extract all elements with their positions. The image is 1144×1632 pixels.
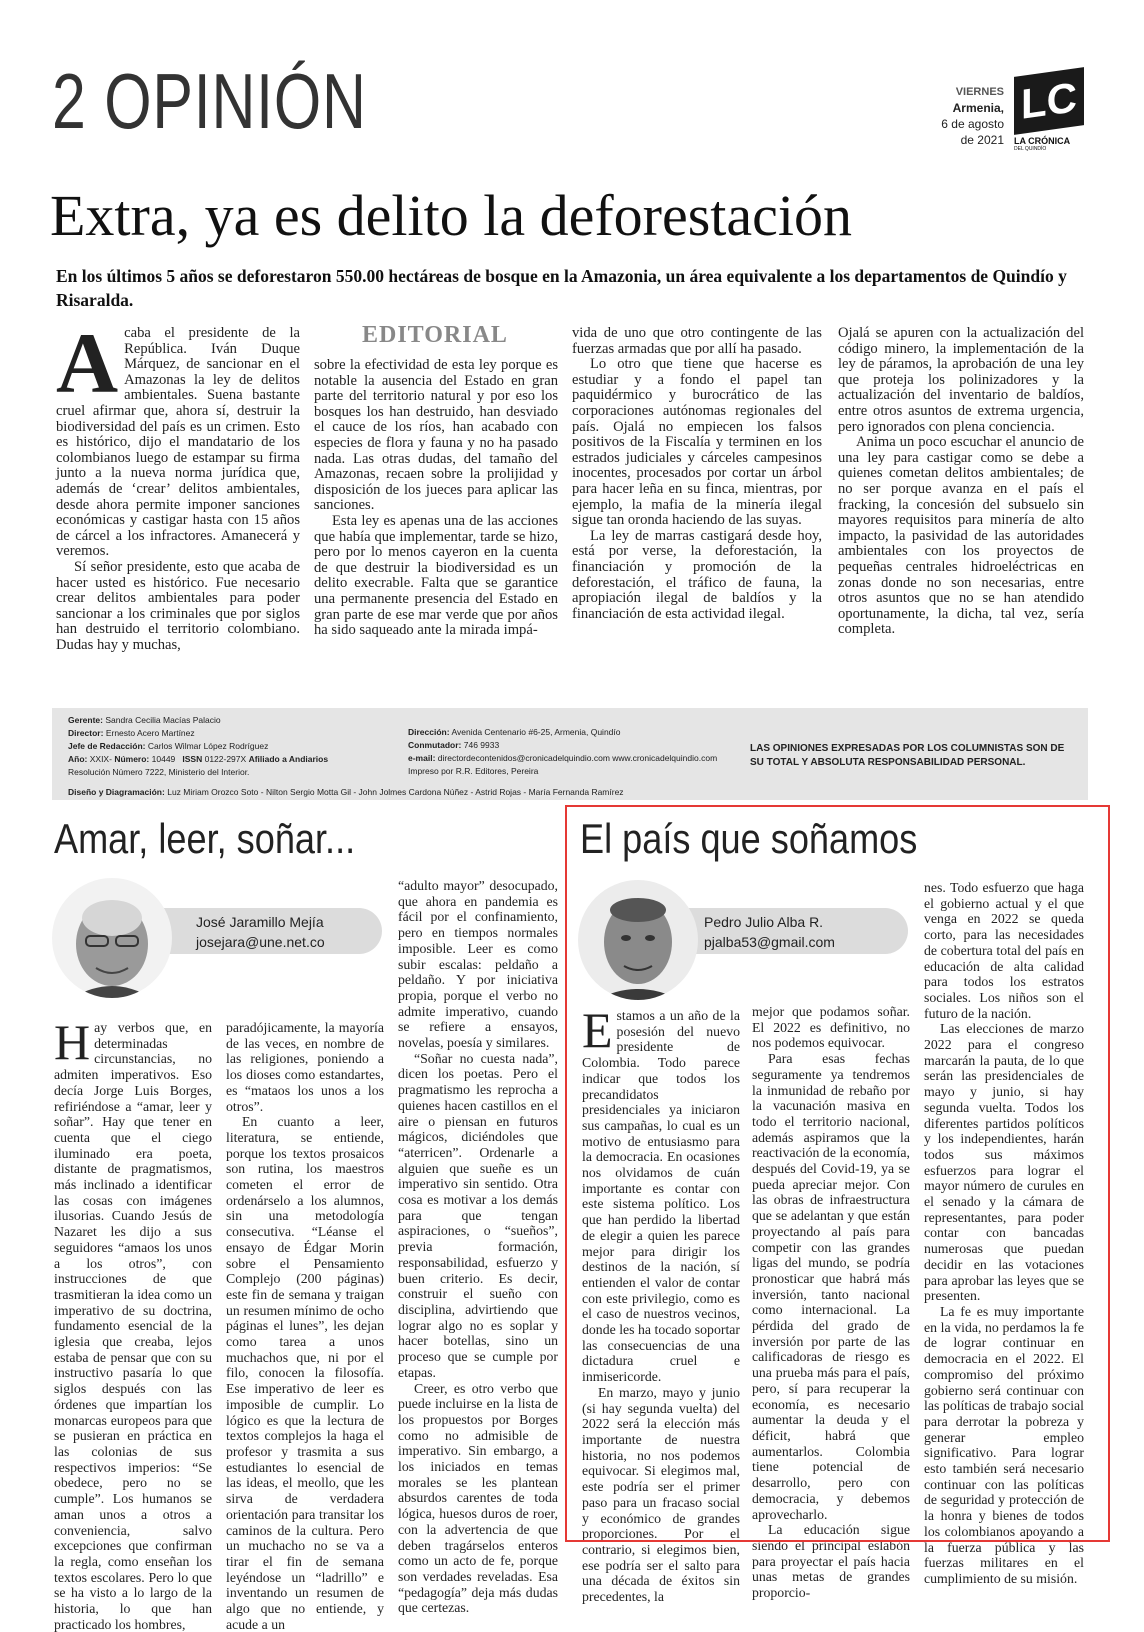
- logo-name: LA CRÓNICA: [1014, 136, 1071, 146]
- left-column-1: [54, 1014, 212, 1632]
- label: Año:: [68, 754, 88, 764]
- paragraph: caba el presidente de la República. Iván Duque Márquez, de sancionar en el Amazonas la ley de delitos ambientales. Suena bastante cruel afirmar que, ahora sí, destruir la biodiversidad del país es un crimen. Esto es histórico, dijo el mandatario de los colombianos luego de estampar su firma junto a la nueva norma jurídica que, además de ‘crear’ delitos ambientales, desde ahora permite imponer sanciones económicas y castigar hasta con 15 años de cárcel a los infractores. Amanecerá y veremos.: [56, 325, 300, 560]
- label: Diseño y Diagramación:: [68, 787, 165, 797]
- editorial-label: EDITORIAL: [362, 322, 508, 348]
- paragraph: paradójicamente, la mayoría de las veces, en nombre de las religiones, poniendo a los dioses como estandartes, es “mataos los unos a los otros”.: [226, 1020, 384, 1114]
- section-title: 2 OPINIÓN: [52, 57, 367, 145]
- paragraph: Anima un poco escuchar el anuncio de una ley para castigar como se debe a quienes cometan delitos ambientales; de no ser porque avanza en el país el fracking, la concesión del subsuelo sin mayores requisitos para minería de alto impacto, la pasividad de las autoridades ambientales con los proyectos de pequeñas centrales hidroeléctricas en zonas donde no son necesarias, entre otros asuntos que no se han atendido oportunamente, la dicha, tal vez, sería completa.: [838, 434, 1084, 638]
- paragraph: nes. Todo esfuerzo que haga el gobierno actual y el que venga en 2022 se queda corto, para las necesidades de cobertura total del país en educación de alta calidad para todos los estratos sociales. Los niños son el futuro de la nación.: [924, 880, 1084, 1021]
- value: 0122-297X: [204, 754, 247, 764]
- paragraph: Sí señor presidente, esto que acaba de hacer usted es histórico. Fue necesario crear delitos ambientales para poder sancionar a los criminales que por siglos han destruido el territorio colombiano. Dudas hay y muchas,: [56, 558, 300, 653]
- affiliation: Afiliado a Andiarios: [248, 754, 329, 764]
- editorial-column-2: [314, 358, 558, 639]
- paragraph: Para esas fechas seguramente ya tendremos la inmunidad de rebaño por la vacunación masiva en todo el territorio nacional, además aspiramos que la reactivación de la economía, después del Covid-19, ya se pueda apreciar mejor. Con las obras de infraestructura que se adelantan y que están proyectando al país para competir con las grandes ligas del mundo, se podría pronosticar que habrá más inversión, tanto nacional como internacional. La pérdida del grado de inversión por parte de las calificadoras de riesgo es una prueba más para el país, pero, sí para recuperar la economía, es necesario aumentar la deuda y el déficit, habrá que aumentarlos. Colombia tiene potencial de desarrollo, pero con democracia, y debemos aprovecharlo.: [752, 1051, 910, 1522]
- column-title: El país que soñamos: [580, 815, 918, 862]
- label: Número:: [114, 754, 150, 764]
- dropcap: E: [582, 1002, 613, 1058]
- logo-sub: DEL QUINDÍO: [1014, 146, 1047, 152]
- disclaimer: LAS OPINIONES EXPRESADAS POR LOS COLUMNISTAS SON DE SU TOTAL Y ABSOLUTA RESPONSABILIDAD PERSONAL.: [750, 743, 1065, 768]
- paragraph: Esta ley es apenas una de las acciones que había que implementar, tarde se hizo, pero por lo menos cayeron en la cuenta de que destruir la biodiversidad es un delito execrable. Falta que se garantice una permanente presencia del Estado en gran parte de ese mar verde que por años ha sido saqueado ante la mirada impá-: [314, 512, 558, 639]
- date-line: 6 de agosto: [941, 117, 1004, 131]
- value: Carlos Wilmar López Rodríguez: [147, 741, 269, 751]
- paragraph: Las elecciones de marzo 2022 para el congreso marcarán la pauta, de lo que serán las presidenciales de mayo y junio, si hay segunda vuelta. Todos los diferentes partidos políticos y los independientes, harán todos sus máximos esfuerzos para lograr el mayor número de curules en el senado y la cámara de representantes, para poder contar con bancadas numerosas que puedan decidir en las votaciones para aprobar las leyes que se presenten.: [924, 1021, 1084, 1304]
- email-link[interactable]: directordecontenidos@cronicadelquindio.com www.cronicadelquindio.com: [437, 753, 718, 763]
- label: Jefe de Redacción:: [68, 741, 146, 751]
- dropcap: A: [56, 315, 119, 411]
- value: Sandra Cecilia Macías Palacio: [105, 715, 221, 725]
- editorial-deck: En los últimos 5 años se deforestaron 550.00 hectáreas de bosque en la Amazonia, un área equivalente a los departamentos de Quindío y Risaralda.: [56, 266, 1067, 310]
- editorial-column-3: [572, 326, 822, 622]
- value: 10449: [151, 754, 176, 764]
- paragraph: La educación sigue siendo el principal eslabón para proyectar el país hacia unas metas de grandes proporcio-: [752, 1522, 910, 1601]
- paragraph: Creer, es otro verbo que puede incluirse en la lista de los propuestos por Borges como no admisible de imperativo. Sin embargo, a los iniciados en temas morales se les plantean absurdos carentes de toda lógica, huesos duros de roer, con la advertencia de que deben tragárselos enteros como un acto de fe, porque son verdades reveladas. Esa “pedagogía” deja más dudas que certezas.: [398, 1380, 558, 1616]
- paragraph: sobre la efectividad de esta ley porque es notable la ausencia del Estado en gran parte del territorio natural y por eso los bosques los han destruido, han desviado el cauce de los ríos, han acabado con especies de flora y fauna y no ha pasado nada. Las otras dudas, del tamaño del Amazonas, recaen sobre la prolijidad y disposición de los jueces para aplicar las sanciones.: [314, 357, 558, 514]
- date-block: [930, 84, 1004, 148]
- paragraph: La ley de marras castigará desde hoy, está por verse, la deforestación, la financiación y promoción de la deforestación, el tráfico de fauna, la apropiación ilegal de baldíos y la financiación de esta actividad ilegal.: [572, 527, 822, 622]
- paragraph: stamos a un año de la posesión del nuevo presidente de Colombia. Todo parece indicar que todos los precandidatos presidenciales ya iniciaron sus campañas, lo cual es un motivo de entusiasmo para la democracia. En ocasiones nos olvidamos de cuán importante es contar con este sistema político. Los que han perdido la libertad de elegir a quien les parece mejor para dirigir los destinos de la nación, sí entienden el valor de contar con este privilegio, como es el caso de nuestros vecinos, donde les ha tocado soportar las consecuencias de una dictadura cruel e inmisericorde.: [582, 1008, 740, 1385]
- editorial-headline: Extra, ya es delito la deforestación: [50, 183, 853, 248]
- paragraph: vida de uno que otro contingente de las fuerzas armadas que por allí ha pasado.: [572, 325, 822, 357]
- value: Luz Miriam Orozco Soto - Nilton Sergio Motta Gil - John Jolmes Cardona Núñez - Astrid Rojas - María Fernanda Ramírez: [167, 787, 624, 797]
- paragraph: En cuanto a leer, literatura, se entiende, porque los textos prosaicos son rutina, los maestros cometen el error de ordenárselo a los alumnos, sin una metodología consecutiva. “Léanse el ensayo de Édgar Morin sobre el Pensamiento Complejo (200 páginas) este fin de semana y traigan un resumen mínimo de ocho páginas el lunes”, les dejan como tarea a unos muchachos que, ni por el filo, conocen la filosofía. Ese imperativo de leer es imposible de cumplir. Lo lógico es que la lectura de textos complejos la haga el profesor y trasmita a sus estudiantes lo esencial de las ideas, el meollo, que les sirva de verdadera orientación para transitar los caminos de la cultura. Pero un muchacho no se va a tirar el fin de semana leyéndose un “ladrillo” e inventando un resumen de algo que no entiende, y acude a un: [226, 1114, 384, 1632]
- value: XXIX-: [89, 754, 112, 764]
- value: Impreso por R.R. Editores, Pereira: [408, 766, 539, 776]
- selection-highlight: [565, 805, 1110, 1542]
- editorial-column-1: [56, 315, 300, 653]
- masthead-credits: [52, 708, 1088, 800]
- value: Avenida Centenario #6-25, Armenia, Quindío: [451, 727, 621, 737]
- paragraph: ay verbos que, en determinadas circunstancias, no admiten imperativos. Eso decía Jorge Luis Borges, refiriéndose a “amar, leer y soñar”. Hay que tener en cuenta que el ciego iluminado era poeta, distante de pragmatismos, más inclinado a identificar las cosas con imágenes ilusorias. Cuando Jesús de Nazaret les dijo a sus seguidores “amaos los unos a los otros”, con instrucciones de que trasmitieran la idea como un imperativo de su doctrina, fundamento esencial de la iglesia que creaba, lejos estaba de pensar que con su instructivo pasaría lo que siglos después con las órdenes que impartían los monarcas europeos para que se pusieran en práctica en las colonias de sus respectivos imperios: “Se obedece, pero no se cumple”. Los humanos se aman unos a otros a conveniencia, salvo excepciones que confirman la regla, como enseñan los textos escolares. Pero lo que se ha visto a lo largo de la historia, lo que han practicado los hombres,: [54, 1020, 212, 1632]
- value: Resolución Número 7222, Ministerio del Interior.: [68, 767, 250, 777]
- left-column-3: [398, 878, 558, 1616]
- column-title: Amar, leer, soñar...: [54, 815, 356, 862]
- paragraph: La fe es muy importante en la vida, no perdamos la fe de lograr continuar en democracia en el 2022. El compromiso del próximo gobierno será continuar con las políticas de trabajo social para derrotar la pobreza y generar empleo significativo. Para lograr esto también será necesario continuar con las políticas de seguridad y protección de la honra y bienes de todos los colombianos apoyando a la fuerza pública y las fuerzas militares en el cumplimiento de su misión.: [924, 1303, 1084, 1586]
- author-email[interactable]: pjalba53@gmail.com: [704, 934, 835, 950]
- editorial-column-4: [838, 326, 1084, 638]
- value: 746 9933: [463, 740, 500, 750]
- label: Director:: [68, 728, 104, 738]
- author-box: [156, 908, 382, 954]
- label: e-mail:: [408, 753, 436, 763]
- left-column-2: [226, 1020, 384, 1632]
- logo-mark: LC: [1014, 67, 1084, 135]
- label: Conmutador:: [408, 740, 462, 750]
- weekday: VIERNES: [955, 86, 1004, 98]
- date-year: de 2021: [960, 133, 1004, 147]
- newspaper-logo: [1014, 64, 1086, 154]
- label: Gerente:: [68, 715, 103, 725]
- author-name: José Jaramillo Mejía: [196, 914, 324, 930]
- paragraph: mejor que podamos soñar. El 2022 es definitivo, no nos podemos equivocar.: [752, 1004, 910, 1051]
- paragraph: “Soñar no cuesta nada”, dicen los poetas. Pero el pragmatismo les reprocha a quienes hacen castillos en el aire o piensan en futuros mágicos, diciéndoles que “aterricen”. Ordenarle a alguien que sueñe es un imperativo sin sentido. Otra cosa es motivar a los demás para que tengan aspiraciones, o “sueños”, previa formación, responsabilidad, esfuerzo y buen criterio. Es decir, construir el sueño con disciplina, advirtiendo que lograr algo no es soplar y hacer botellas, sino un proceso que se cumple por etapas.: [398, 1050, 558, 1380]
- author-photo: [52, 878, 172, 998]
- paragraph: “adulto mayor” desocupado, que ahora en pandemia es fácil por el confinamiento, pero en tiempos normales imposible. Leer es como subir escalas: peldaño a peldaño. Y por iniciativa propia, porque el verbo no admite imperativo, cuando se refiere a ensayos, novelas, poesía y similares.: [398, 878, 558, 1051]
- label: Dirección:: [408, 727, 450, 737]
- value: Ernesto Acero Martínez: [105, 728, 195, 738]
- city: Armenia,: [952, 101, 1004, 115]
- label: ISSN: [182, 754, 203, 764]
- dropcap: H: [54, 1014, 91, 1070]
- paragraph: Ojalá se apuren con la actualización del código minero, la implementación de la ley de páramos, la aprobación de una ley que proteja los polinizadores y la actualización del inventario de baldíos, entre otros asuntos de extrema urgencia, pero ignorados con plena conciencia.: [838, 325, 1084, 435]
- paragraph: En marzo, mayo y junio (si hay segunda vuelta) del 2022 será la elección más importante de nuestra historia, no nos podemos equivocar. Si elegimos mal, este podría ser el primer paso para un fracaso social y económico de grandes proporciones. Por el contrario, si elegimos bien, ese podría ser el salto para una década de éxitos sin precedentes, la: [582, 1384, 740, 1605]
- paragraph: Lo otro que tiene que hacerse es estudiar y a fondo el papel tan paquidérmico y burocrático de las corporaciones autónomas regionales del país. Ojalá no empiecen los falsos positivos de la Fiscalía y terminen en los estrados judiciales y cárceles campesinos inocentes, procesados por cortar un árbol para hacer leña en su finca, mientras, por ejemplo, la mafia de la minería ilegal sigue tan oronda haciendo de las suyas.: [572, 356, 822, 529]
- author-email[interactable]: josejara@une.net.co: [196, 934, 325, 950]
- author-name: Pedro Julio Alba R.: [704, 914, 824, 930]
